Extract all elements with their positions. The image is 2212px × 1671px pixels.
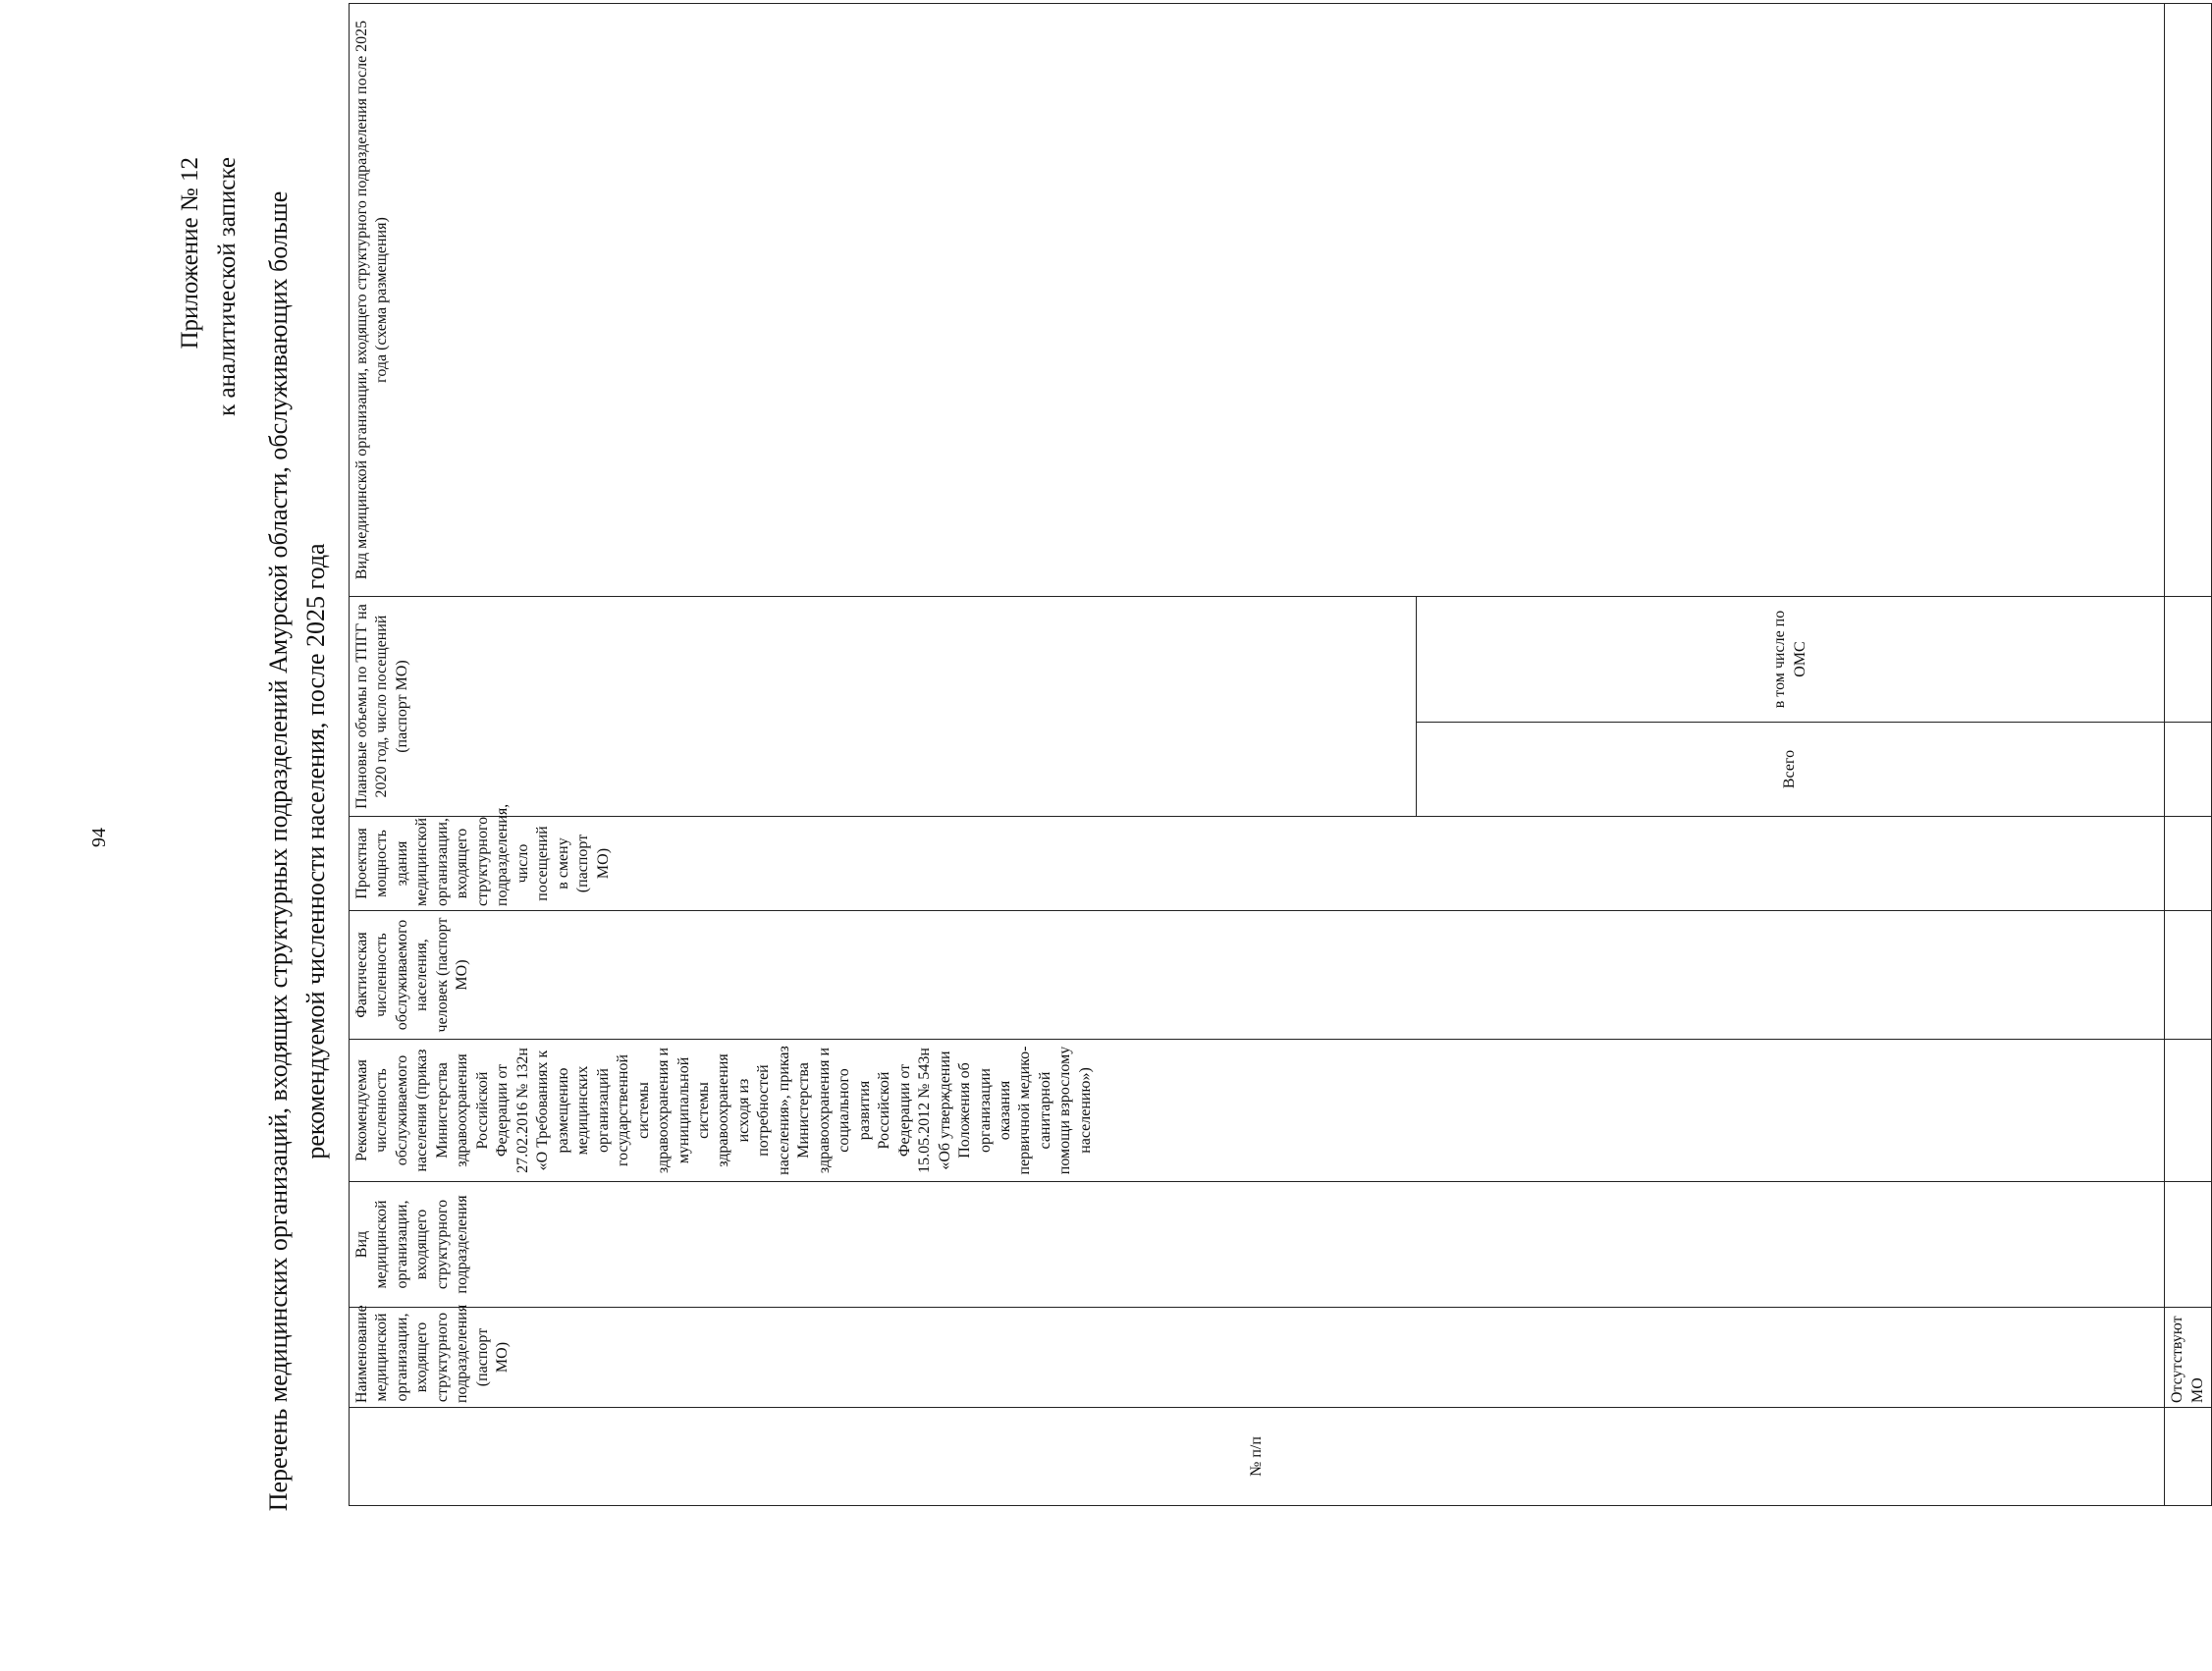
cell-design-capacity <box>2165 817 2212 911</box>
document-title <box>260 130 334 1573</box>
cell-number <box>2165 1408 2212 1506</box>
cell-planned-oms <box>2165 597 2212 723</box>
header-planned-total: Всего <box>1417 723 2165 817</box>
header-design-capacity: Проектная мощность здания медицинской организации, входящего структурного подразделения, число посещений в смену (паспорт МО) <box>350 817 2165 911</box>
organizations-table <box>349 4 2206 1506</box>
cell-planned-total <box>2165 723 2212 817</box>
appendix-line-2: к аналитической записке <box>213 157 241 416</box>
header-organization-type: Вид медицинской организации, входящего структурного подразделения <box>350 1182 2165 1308</box>
cell-recommended-population <box>2165 1040 2212 1182</box>
appendix-label <box>172 157 245 668</box>
header-planned-oms: в том числе по ОМС <box>1417 597 2165 723</box>
header-actual-population: Фактическая численность обслуживаемого населения, человек (паспорт МО) <box>350 911 2165 1040</box>
header-number: № п/п <box>350 1408 2165 1506</box>
header-recommended-population: Рекомендуемая численность обслуживаемого населения (приказ Министерства здравоохранения Российской Федерации от 27.02.2016 № 132н «О Требованиях к размещению медицинских организаций государственной системы здравоохранения и муниципальной системы здравоохранения исходя из потребностей населения», приказ Министерства здравоохранения и социального развития Российской Федерации от 15.05.2012 № 543н «Об утверждении Положения об организации оказания первичной медико-санитарной помощи взрослому населению») <box>350 1040 2165 1182</box>
cell-organization-type <box>2165 1182 2212 1308</box>
table-row <box>2165 4 2212 1506</box>
document-title-line-1: Перечень медицинских организаций, входящих структурных подразделений Амурской области, обслуживающих больше <box>264 190 293 1512</box>
header-planned-volumes: Плановые объемы по ТПГГ на 2020 год, число посещений (паспорт МО) <box>350 597 1417 817</box>
header-type-after-2025: Вид медицинской организации, входящего структурного подразделения после 2025 года (схема размещения) <box>350 4 2165 597</box>
cell-organization-name: Отсутствуют МО <box>2165 1308 2212 1408</box>
page-number: 94 <box>88 828 110 847</box>
appendix-line-1: Приложение № 12 <box>177 157 203 350</box>
header-organization-name: Наименование медицинской организации, входящего структурного подразделения (паспорт МО) <box>350 1308 2165 1408</box>
cell-actual-population <box>2165 911 2212 1040</box>
document-title-line-2: рекомендуемой численности населения, после 2025 года <box>300 543 330 1159</box>
cell-type-after-2025 <box>2165 4 2212 597</box>
